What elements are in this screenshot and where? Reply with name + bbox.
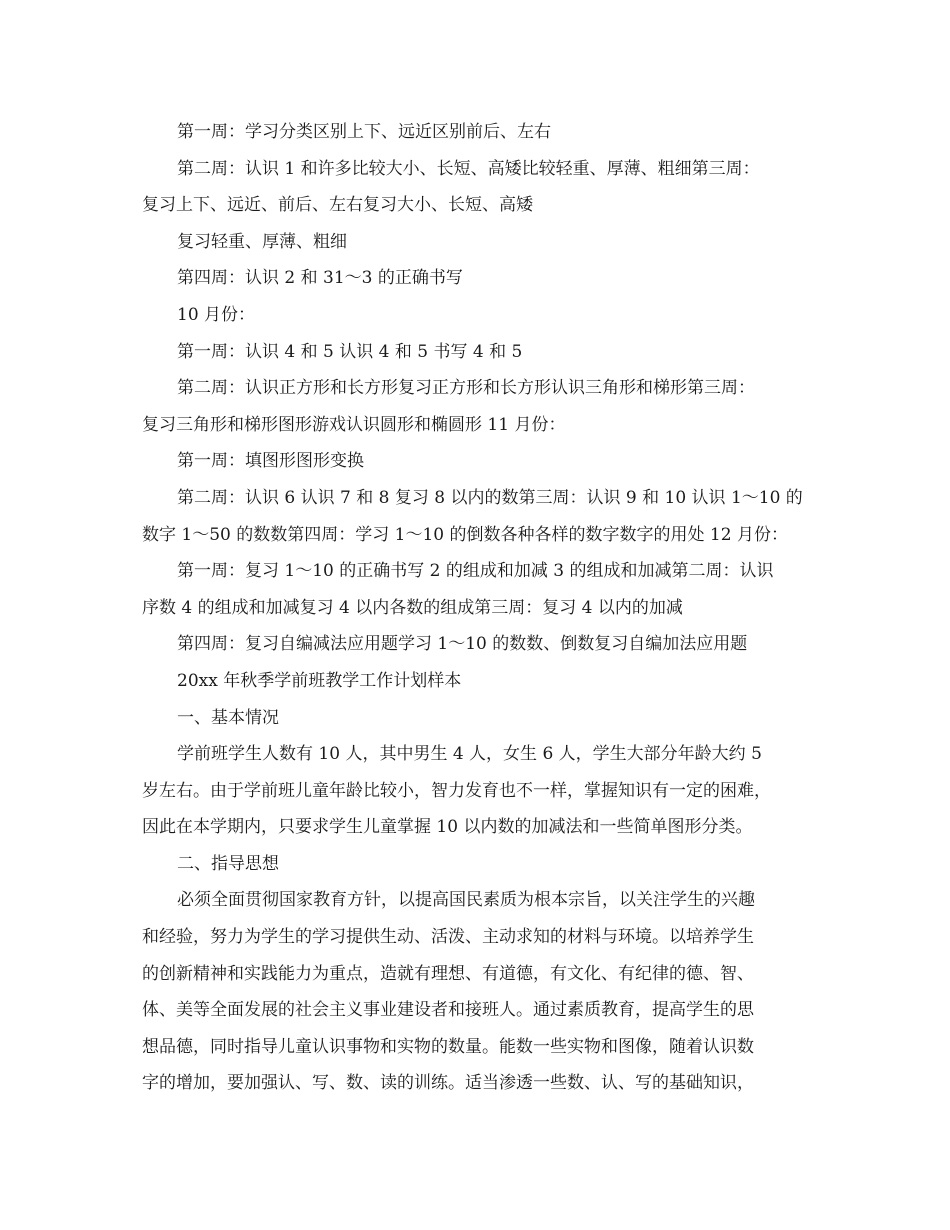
text-line: 序数 4 的组成和加减复习 4 以内各数的组成第三周：复习 4 以内的加减	[142, 597, 683, 618]
text-line: 因此在本学期内，只要求学生儿童掌握 10 以内数的加减法和一些简单图形分类。	[142, 817, 753, 838]
text-line: 字的增加，要加强认、写、数、读的训练。适当渗透一些数、认、写的基础知识，	[142, 1073, 754, 1094]
text-line: 体、美等全面发展的社会主义事业建设者和接班人。通过素质教育，提高学生的思	[142, 1000, 754, 1021]
text-line: 必须全面贯彻国家教育方针，以提高国民素质为根本宗旨，以关注学生的兴趣	[177, 890, 755, 911]
section-heading: 二、指导思想	[177, 853, 279, 874]
text-line: 第四周：认识 2 和 31～3 的正确书写	[177, 268, 463, 289]
text-line: 第四周：复习自编减法应用题学习 1～10 的数数、倒数复习自编加法应用题	[177, 634, 748, 655]
text-line: 复习上下、远近、前后、左右复习大小、长短、高矮	[142, 195, 533, 216]
text-line: 第一周：复习 1～10 的正确书写 2 的组成和加减 3 的组成和加减第二周：认识	[177, 561, 774, 582]
text-line: 和经验，努力为学生的学习提供生动、活泼、主动求知的材料与环境。以培养学生	[142, 927, 754, 948]
text-line: 10 月份：	[177, 304, 256, 325]
text-line: 第二周：认识 1 和许多比较大小、长短、高矮比较轻重、厚薄、粗细第三周：	[177, 158, 760, 179]
text-line: 20xx 年秋季学前班教学工作计划样本	[177, 670, 462, 691]
text-line: 岁左右。由于学前班儿童年龄比较小，智力发育也不一样，掌握知识有一定的困难，	[142, 780, 771, 801]
text-line: 第一周：学习分类区别上下、远近区别前后、左右	[177, 122, 551, 142]
section-heading: 一、基本情况	[177, 707, 279, 728]
text-line: 数字 1～50 的数数第四周：学习 1～10 的倒数各种各样的数字数字的用处 12 月份：	[142, 524, 788, 545]
text-line: 的创新精神和实践能力为重点，造就有理想、有道德，有文化、有纪律的德、智、	[142, 963, 754, 984]
text-line: 学前班学生人数有 10 人，其中男生 4 人，女生 6 人，学生大部分年龄大约 5	[177, 744, 762, 765]
text-line: 第二周：认识 6 认识 7 和 8 复习 8 以内的数第三周：认识 9 和 10 认识 1～10 的	[177, 487, 803, 508]
text-line: 复习三角形和梯形图形游戏认识圆形和椭圆形 11 月份：	[142, 414, 566, 435]
text-line: 第一周：填图形图形变换	[177, 451, 364, 472]
text-line: 第二周：认识正方形和长方形复习正方形和长方形认识三角形和梯形第三周：	[177, 378, 755, 399]
document-body	[142, 114, 814, 1102]
text-line: 复习轻重、厚薄、粗细	[177, 231, 347, 252]
text-line: 第一周：认识 4 和 5 认识 4 和 5 书写 4 和 5	[177, 341, 523, 362]
text-line: 想品德，同时指导儿童认识事物和实物的数量。能数一些实物和图像，随着认识数	[142, 1036, 754, 1057]
